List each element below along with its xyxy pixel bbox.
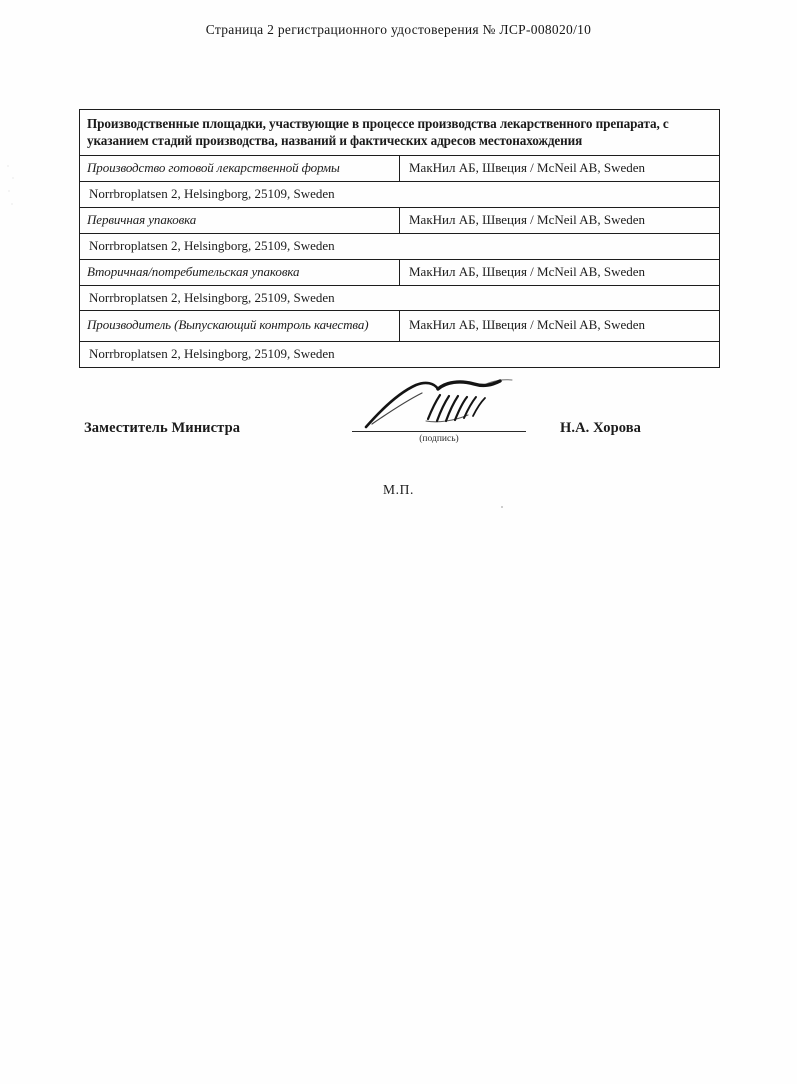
address-cell: Norrbroplatsen 2, Helsingborg, 25109, Sweden	[80, 233, 720, 259]
seal-placeholder: М.П.	[383, 482, 414, 497]
manufacturer-cell: МакНил АБ, Швеция / McNeil AB, Sweden	[400, 311, 720, 342]
page-header-text: Страница 2 регистрационного удостоверения № ЛСР-008020/10	[205, 22, 592, 37]
scan-artifact	[4, 160, 18, 220]
stage-cell: Производство готовой лекарственной формы	[80, 156, 400, 182]
table-row	[80, 311, 720, 342]
address-cell: Norrbroplatsen 2, Helsingborg, 25109, Sweden	[80, 285, 720, 311]
table-row	[80, 259, 720, 285]
stage-cell: Первичная упаковка	[80, 208, 400, 234]
signature-rule	[352, 431, 526, 432]
stage-cell: Вторичная/потребительская упаковка	[80, 259, 400, 285]
address-cell: Norrbroplatsen 2, Helsingborg, 25109, Sweden	[80, 182, 720, 208]
signature-line-area	[352, 405, 526, 455]
manufacturer-cell: МакНил АБ, Швеция / McNeil AB, Sweden	[400, 208, 720, 234]
scan-speck	[501, 506, 503, 508]
signature-block	[0, 405, 797, 465]
table-row	[80, 285, 720, 311]
table-row	[80, 233, 720, 259]
manufacturing-sites-table	[79, 109, 720, 368]
table-header-cell: Производственные площадки, участвующие в процессе производства лекарственного препарата, с указанием стадий производства, названий и фактических адресов местонахождения	[80, 110, 720, 156]
table-header-row	[80, 110, 720, 156]
table-row	[80, 182, 720, 208]
table-row	[80, 342, 720, 368]
table-row	[80, 156, 720, 182]
signature-caption: (подпись)	[419, 434, 459, 444]
handwritten-signature-icon	[342, 379, 532, 435]
stage-cell: Производитель (Выпускающий контроль качества)	[80, 311, 400, 342]
manufacturer-cell: МакНил АБ, Швеция / McNeil AB, Sweden	[400, 156, 720, 182]
table-row	[80, 208, 720, 234]
address-cell: Norrbroplatsen 2, Helsingborg, 25109, Sweden	[80, 342, 720, 368]
signatory-title: Заместитель Министра	[84, 420, 241, 436]
manufacturer-cell: МакНил АБ, Швеция / McNeil AB, Sweden	[400, 259, 720, 285]
signatory-name: Н.А. Хорова	[560, 420, 642, 436]
